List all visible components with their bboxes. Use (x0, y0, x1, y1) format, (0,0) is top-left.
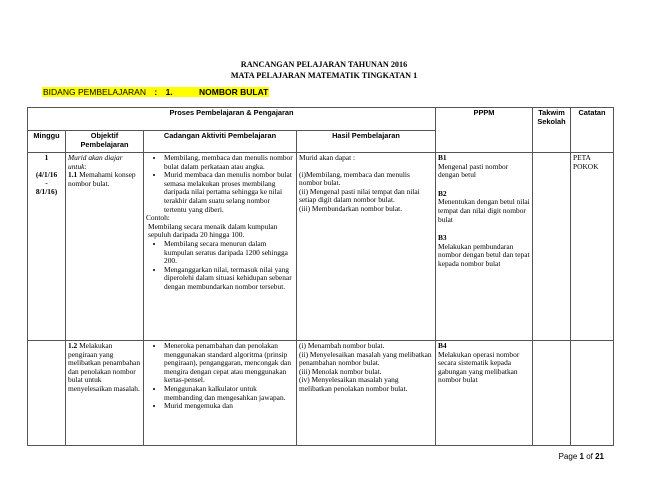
cadangan-cell (144, 341, 297, 446)
minggu-dash: - (45, 178, 48, 188)
pppm-code: B1 (438, 153, 447, 162)
of-word: of (586, 452, 593, 461)
header-cadangan: Cadangan Aktiviti Pembelajaran (144, 131, 297, 153)
minggu-start: (4/1/16 (35, 169, 58, 179)
takwim-cell (533, 153, 571, 341)
catatan-cell: PETA POKOK (571, 153, 614, 341)
header-takwim: Takwim Sekolah (533, 108, 571, 153)
hasil-intro: Murid akan dapat : (299, 153, 356, 162)
pppm-text: Menentukan dengan betul nilai tempat dan nilai digit nombor bulat (438, 197, 530, 224)
pppm-code: B4 (438, 341, 447, 350)
pppm-text: Mengenal pasti nombor dengan betul (438, 161, 509, 180)
page-word: Page (558, 452, 578, 461)
contoh-text: Membilang secara menaik dalam kumpulan sepuluh daripada 20 hingga 100. (148, 221, 278, 240)
minggu-cell-empty (28, 341, 66, 446)
bidang-separator: : (154, 87, 158, 97)
document-title: RANCANGAN PELAJARAN TAHUNAN 2016 (240, 60, 408, 69)
objektif-intro: Murid akan diajar untuk: (68, 153, 123, 171)
pppm-code: B2 (438, 188, 447, 198)
pppm-text: Melakukan pembundaran nombor dengan betul dan tepat kepada nombor bulat (438, 241, 530, 268)
hasil-item: (ii) Mengenal pasti nilai tempat dan nilai setiap digit dalam nombor bulat. (299, 186, 420, 205)
activity-item: • Murid membaca dan menulis nombor bulat semasa melakukan proses membilang daripada nilai pertama sehingga ke nilai terakhir dalam suatu selang nombor tertentu yang diberi. (164, 171, 294, 214)
header-minggu: Minggu (28, 131, 66, 153)
bidang-number: 1. (165, 87, 173, 97)
page-total: 21 (595, 452, 604, 461)
activity-item: • Membilang, membaca dan menulis nombor bulat dalam perkataan atau angka. (164, 154, 294, 171)
hasil-cell (297, 153, 436, 341)
catatan-cell (571, 341, 614, 446)
objektif-code: 1.2 (68, 341, 78, 350)
hasil-item: (iv) Menyelesaikan masalah yang melibatkan penolakan nombor bulat. (299, 375, 408, 393)
hasil-item: (i)Membilang, membaca dan menulis nombor bulat. (299, 169, 410, 188)
activity-item: • Menggunakan kalkulator untuk membanding dan mengesahkan jawapan. (164, 385, 294, 402)
header-proses: Proses Pembelajaran & Pengajaran (28, 108, 436, 131)
hasil-item: (i) Menambah nombor bulat. (299, 341, 385, 350)
activity-item: • Meneroka penambahan dan penolakan menggunakan standard algoritma (prinsip pengiraan), penganggaran, mencongak dan mengira dengan cepat atau menggunakan kertas-pensel. (164, 342, 294, 385)
header-hasil: Hasil Pembelajaran (297, 131, 436, 153)
bidang-heading (42, 87, 269, 97)
header-objektif: Objektif Pembelajaran (66, 131, 144, 153)
header-catatan: Catatan (571, 108, 614, 153)
activity-item: • Menganggarkan nilai, termasuk nilai yang diperolehi dalam situasi kehidupan sebenar dengan membundarkan nombor tersebut. (164, 266, 294, 292)
hasil-item: (ii) Menyelesaikan masalah yang melibatkan penambahan nombor bulat. (299, 349, 432, 368)
pppm-cell (436, 153, 533, 341)
objektif-cell (66, 153, 144, 341)
takwim-cell (533, 341, 571, 446)
pppm-code: B3 (438, 233, 447, 243)
hasil-item: (iii) Menolak nombor bulat. (299, 366, 382, 376)
hasil-item: (iii) Membundarkan nombor bulat. (299, 203, 403, 213)
minggu-number: 1 (44, 153, 49, 162)
pppm-cell (436, 341, 533, 446)
hasil-cell (297, 341, 436, 446)
page-number: 1 (579, 452, 584, 461)
objektif-cell (66, 341, 144, 446)
minggu-cell (28, 153, 66, 341)
bidang-label: BIDANG PEMBELAJARAN (43, 87, 146, 97)
header-pppm: PPPM (436, 108, 533, 153)
bidang-name: NOMBOR BULAT (199, 87, 269, 97)
objektif-text: Melakukan pengiraan yang melibatkan penambahan dan penolakan nombor bulat untuk menyelesaikan masalah. (68, 341, 141, 393)
minggu-end: 8/1/16) (35, 186, 58, 196)
objektif-code: 1.1 (68, 170, 78, 180)
lesson-plan-table (27, 107, 614, 446)
page-footer (559, 452, 604, 461)
contoh-label: Contoh: (146, 213, 170, 223)
objektif-text: Memahami konsep nombor bulat. (68, 170, 136, 188)
document-subtitle: MATA PELAJARAN MATEMATIK TINGKATAN 1 (230, 71, 418, 80)
cadangan-cell (144, 153, 297, 341)
pppm-text: Melakukan operasi nombor secara sistematik kepada gabungan yang melibatkan nombor bulat (438, 349, 520, 385)
activity-item: • Membilang secara menurun dalam kumpulan seratus daripada 1200 sehingga 200. (164, 240, 294, 266)
activity-item: • Murid mengemuka dan (164, 402, 294, 411)
